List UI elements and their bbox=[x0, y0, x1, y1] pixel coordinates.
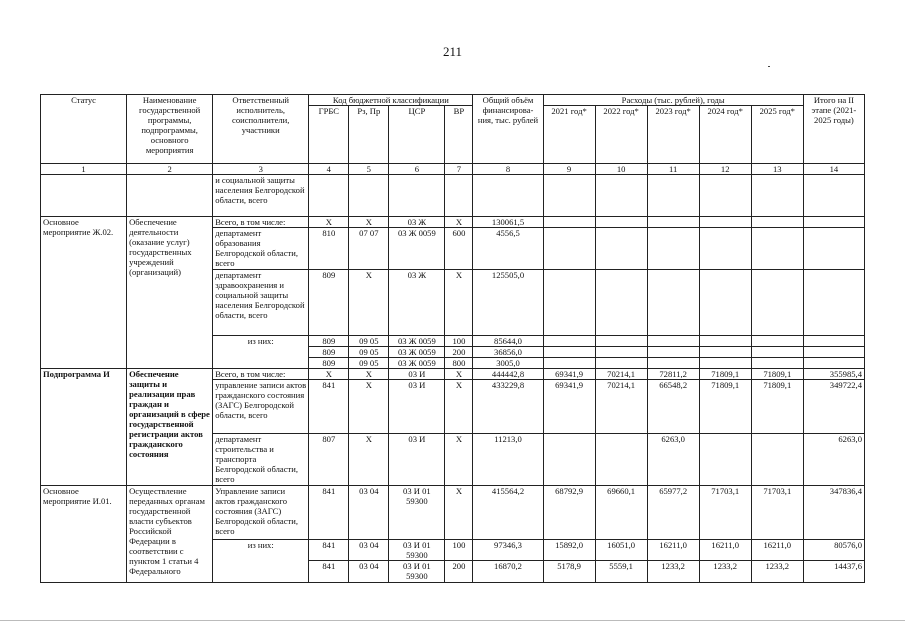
vr-cell: X bbox=[445, 369, 473, 380]
volume-cell: 16870,2 bbox=[473, 561, 543, 583]
year-2025-cell: 1233,2 bbox=[751, 561, 803, 583]
year-2023-cell: 65977,2 bbox=[647, 486, 699, 540]
rzpr-cell: 09 05 bbox=[349, 347, 389, 358]
rzpr-cell: X bbox=[349, 369, 389, 380]
volume-cell: 444442,8 bbox=[473, 369, 543, 380]
rzpr-cell: 09 05 bbox=[349, 358, 389, 369]
csr-cell: 03 И bbox=[389, 434, 445, 486]
header-budget-code: Код бюджетной классификации bbox=[309, 95, 473, 106]
volume-cell: 11213,0 bbox=[473, 434, 543, 486]
year-2023-cell: 72811,2 bbox=[647, 369, 699, 380]
volume-cell: 97346,3 bbox=[473, 540, 543, 561]
year-2025-cell: 71703,1 bbox=[751, 486, 803, 540]
status-cell: Основное мероприятие Ж.02. bbox=[41, 217, 127, 369]
csr-cell: 03 Ж 0059 bbox=[389, 358, 445, 369]
vr-cell: 200 bbox=[445, 561, 473, 583]
csr-cell: 03 Ж bbox=[389, 217, 445, 228]
header-vr: ВР bbox=[445, 106, 473, 164]
year-2022-cell: 16051,0 bbox=[595, 540, 647, 561]
col-number: 12 bbox=[699, 164, 751, 175]
scan-speck bbox=[768, 66, 770, 67]
header-2025: 2025 год* bbox=[751, 106, 803, 164]
grbs-cell: 807 bbox=[309, 434, 349, 486]
year-2024-cell: 1233,2 bbox=[699, 561, 751, 583]
year-2024-cell: 71809,1 bbox=[699, 380, 751, 434]
col-number: 9 bbox=[543, 164, 595, 175]
vr-cell: 800 bbox=[445, 358, 473, 369]
header-stage-total: Итого на II этапе (2021-2025 годы) bbox=[803, 95, 864, 164]
year-2021-cell: 68792,9 bbox=[543, 486, 595, 540]
vr-cell: X bbox=[445, 270, 473, 336]
header-rzpr: Рз, Пр bbox=[349, 106, 389, 164]
table-row bbox=[41, 217, 865, 228]
year-2023-cell: 16211,0 bbox=[647, 540, 699, 561]
header-responsible: Ответственный исполнитель, соисполнители, участники bbox=[213, 95, 309, 164]
status-cell: Основное мероприятие И.01. bbox=[41, 486, 127, 583]
responsible-cell: департамент здравоохранения и социальной защиты населения Белгородской области, всего bbox=[213, 270, 309, 336]
stage-total-cell: 80576,0 bbox=[803, 540, 864, 561]
status-cell: Подпрограмма И bbox=[41, 369, 127, 486]
rzpr-cell: 07 07 bbox=[349, 228, 389, 270]
vr-cell: X bbox=[445, 380, 473, 434]
rzpr-cell: 09 05 bbox=[349, 336, 389, 347]
rzpr-cell: X bbox=[349, 217, 389, 228]
col-number: 2 bbox=[127, 164, 213, 175]
grbs-cell: 841 bbox=[309, 561, 349, 583]
rzpr-cell: X bbox=[349, 270, 389, 336]
grbs-cell: 841 bbox=[309, 486, 349, 540]
col-number: 13 bbox=[751, 164, 803, 175]
responsible-cell: и социальной защиты населения Белгородской области, всего bbox=[213, 175, 309, 217]
year-2023-cell: 66548,2 bbox=[647, 380, 699, 434]
table-row bbox=[41, 486, 865, 540]
col-number: 5 bbox=[349, 164, 389, 175]
csr-cell: 03 Ж 0059 bbox=[389, 347, 445, 358]
name-cell: Обеспечение деятельности (оказание услуг) государственных учреждений (организаций) bbox=[127, 217, 213, 369]
grbs-cell: 809 bbox=[309, 347, 349, 358]
scan-edge-line bbox=[0, 620, 905, 621]
page-number: 211 bbox=[442, 44, 463, 59]
year-2024-cell: 71809,1 bbox=[699, 369, 751, 380]
year-2025-cell: 16211,0 bbox=[751, 540, 803, 561]
vr-cell: 100 bbox=[445, 336, 473, 347]
year-2021-cell: 69341,9 bbox=[543, 380, 595, 434]
year-2023-cell: 6263,0 bbox=[647, 434, 699, 486]
header-total-volume: Общий объём финансирова-ния, тыс. рублей bbox=[473, 95, 543, 164]
grbs-cell: 841 bbox=[309, 380, 349, 434]
year-2025-cell: 71809,1 bbox=[751, 380, 803, 434]
rzpr-cell: X bbox=[349, 380, 389, 434]
responsible-cell: департамент образования Белгородской области, всего bbox=[213, 228, 309, 270]
vr-cell: 100 bbox=[445, 540, 473, 561]
rzpr-cell: X bbox=[349, 434, 389, 486]
volume-cell: 415564,2 bbox=[473, 486, 543, 540]
csr-cell: 03 И bbox=[389, 380, 445, 434]
header-2021: 2021 год* bbox=[543, 106, 595, 164]
table-row bbox=[41, 369, 865, 380]
grbs-cell: 809 bbox=[309, 358, 349, 369]
responsible-cell: управление записи актов гражданского состояния (ЗАГС) Белгородской области, всего bbox=[213, 380, 309, 434]
col-number: 8 bbox=[473, 164, 543, 175]
of-them-label: из них: bbox=[213, 540, 309, 583]
vr-cell: 200 bbox=[445, 347, 473, 358]
year-2022-cell: 69660,1 bbox=[595, 486, 647, 540]
year-2024-cell: 16211,0 bbox=[699, 540, 751, 561]
header-2024: 2024 год* bbox=[699, 106, 751, 164]
stage-total-cell: 6263,0 bbox=[803, 434, 864, 486]
volume-cell: 36856,0 bbox=[473, 347, 543, 358]
year-2021-cell: 15892,0 bbox=[543, 540, 595, 561]
grbs-cell: X bbox=[309, 369, 349, 380]
grbs-cell: 810 bbox=[309, 228, 349, 270]
year-2022-cell: 70214,1 bbox=[595, 369, 647, 380]
header-status: Статус bbox=[41, 95, 127, 164]
volume-cell: 130061,5 bbox=[473, 217, 543, 228]
table-row bbox=[41, 175, 865, 217]
stage-total-cell: 14437,6 bbox=[803, 561, 864, 583]
responsible-cell: департамент строительства и транспорта Белгородской области, всего bbox=[213, 434, 309, 486]
col-number: 11 bbox=[647, 164, 699, 175]
header-csr: ЦСР bbox=[389, 106, 445, 164]
vr-cell: 600 bbox=[445, 228, 473, 270]
csr-cell: 03 И 01 59300 bbox=[389, 540, 445, 561]
col-number: 7 bbox=[445, 164, 473, 175]
csr-cell: 03 И bbox=[389, 369, 445, 380]
volume-cell: 433229,8 bbox=[473, 380, 543, 434]
col-number: 4 bbox=[309, 164, 349, 175]
stage-total-cell: 347836,4 bbox=[803, 486, 864, 540]
header-2022: 2022 год* bbox=[595, 106, 647, 164]
responsible-cell: Управление записи актов гражданского состояния (ЗАГС) Белгородской области, всего bbox=[213, 486, 309, 540]
name-cell: Обеспечение защиты и реализации прав граждан и организаций в сфере государственной регистрации актов гражданского состояния bbox=[127, 369, 213, 486]
header-grbs: ГРБС bbox=[309, 106, 349, 164]
header-name: Наименование государственной программы, подпрограммы, основного мероприятия bbox=[127, 95, 213, 164]
volume-cell: 85644,0 bbox=[473, 336, 543, 347]
csr-cell: 03 И 01 59300 bbox=[389, 486, 445, 540]
col-number: 3 bbox=[213, 164, 309, 175]
stage-total-cell: 349722,4 bbox=[803, 380, 864, 434]
volume-cell: 3005,0 bbox=[473, 358, 543, 369]
csr-cell: 03 Ж bbox=[389, 270, 445, 336]
rzpr-cell: 03 04 bbox=[349, 561, 389, 583]
year-2022-cell: 5559,1 bbox=[595, 561, 647, 583]
col-number: 10 bbox=[595, 164, 647, 175]
rzpr-cell: 03 04 bbox=[349, 540, 389, 561]
budget-table bbox=[40, 94, 865, 583]
grbs-cell: 809 bbox=[309, 336, 349, 347]
responsible-cell: Всего, в том числе: bbox=[213, 217, 309, 228]
csr-cell: 03 И 01 59300 bbox=[389, 561, 445, 583]
year-2024-cell: 71703,1 bbox=[699, 486, 751, 540]
vr-cell: X bbox=[445, 434, 473, 486]
csr-cell: 03 Ж 0059 bbox=[389, 228, 445, 270]
col-number: 1 bbox=[41, 164, 127, 175]
volume-cell: 4556,5 bbox=[473, 228, 543, 270]
vr-cell: X bbox=[445, 217, 473, 228]
csr-cell: 03 Ж 0059 bbox=[389, 336, 445, 347]
col-number: 6 bbox=[389, 164, 445, 175]
col-number: 14 bbox=[803, 164, 864, 175]
grbs-cell: 841 bbox=[309, 540, 349, 561]
year-2025-cell: 71809,1 bbox=[751, 369, 803, 380]
header-2023: 2023 год* bbox=[647, 106, 699, 164]
rzpr-cell: 03 04 bbox=[349, 486, 389, 540]
year-2021-cell: 5178,9 bbox=[543, 561, 595, 583]
year-2021-cell: 69341,9 bbox=[543, 369, 595, 380]
volume-cell: 125505,0 bbox=[473, 270, 543, 336]
grbs-cell: 809 bbox=[309, 270, 349, 336]
stage-total-cell: 355985,4 bbox=[803, 369, 864, 380]
grbs-cell: X bbox=[309, 217, 349, 228]
vr-cell: X bbox=[445, 486, 473, 540]
header-expenses: Расходы (тыс. рублей), годы bbox=[543, 95, 803, 106]
of-them-label: из них: bbox=[213, 336, 309, 369]
responsible-cell: Всего, в том числе: bbox=[213, 369, 309, 380]
year-2022-cell: 70214,1 bbox=[595, 380, 647, 434]
name-cell: Осуществление переданных органам государственной власти субъектов Российской Федерации в соответствии с пунктом 1 статьи 4 Федерального bbox=[127, 486, 213, 583]
year-2023-cell: 1233,2 bbox=[647, 561, 699, 583]
